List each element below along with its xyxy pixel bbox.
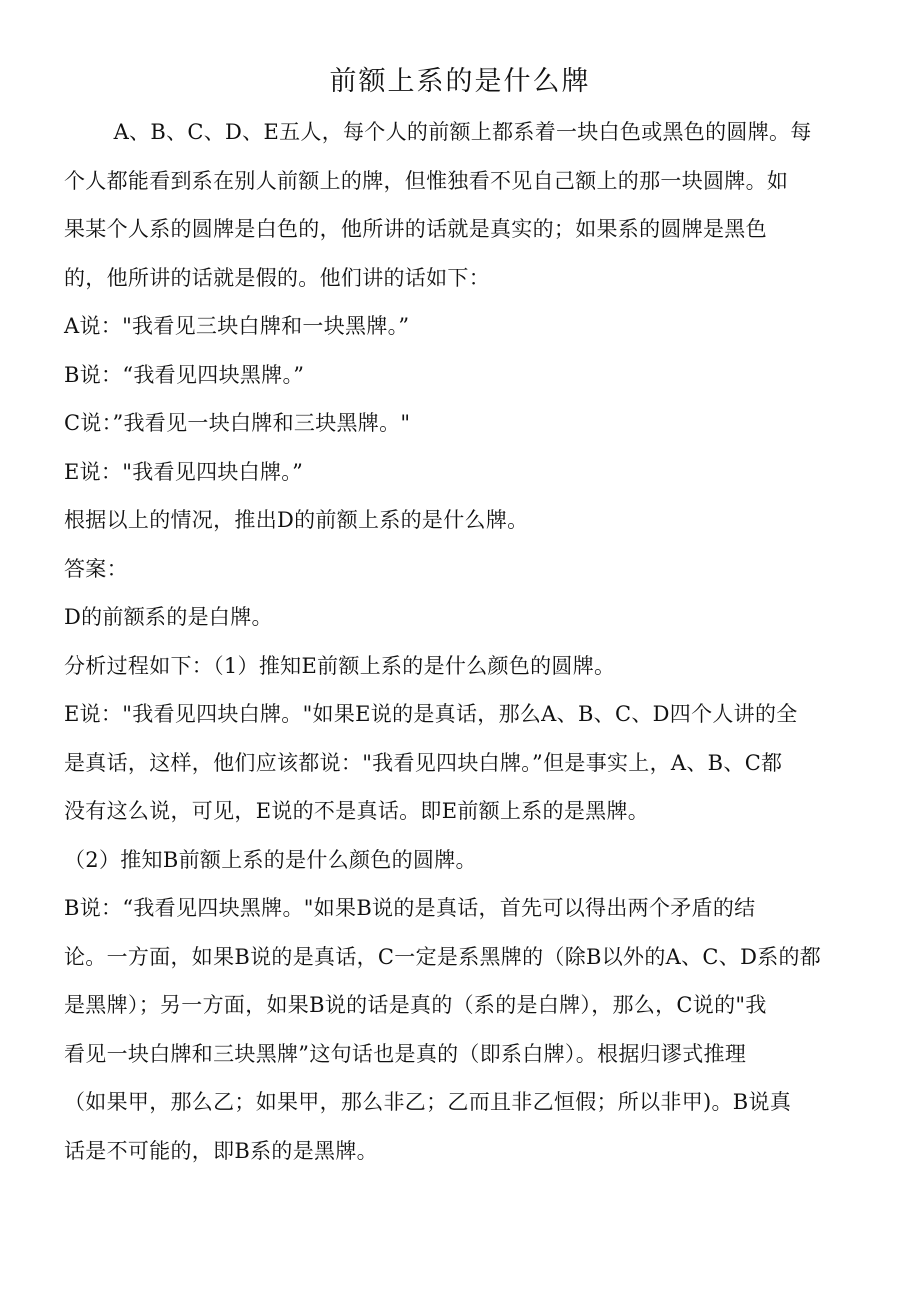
analysis-line-5: 论。一方面，如果B说的是真话，C一定是系黑牌的（除B以外的A、C、D系的都 [64,945,822,969]
statement-c: C说：”我看见一块白牌和三块黑牌。" [64,411,411,435]
statement-b: B说：“我看见四块黑牌。” [64,363,305,387]
analysis-line-9: 话是不可能的，即B系的是黑牌。 [64,1139,378,1163]
analysis-line-3: 没有这么说，可见，E说的不是真话。即E前额上系的是黑牌。 [64,799,650,823]
answer-heading: 答案： [64,557,128,581]
analysis-line-2: 是真话，这样，他们应该都说："我看见四块白牌。”但是事实上，A、B、C都 [64,751,783,775]
statement-e: E说："我看见四块白牌。” [64,460,304,484]
analysis-line-4: B说：“我看见四块黑牌。"如果B说的是真话，首先可以得出两个矛盾的结 [64,896,756,920]
analysis-line-6: 是黑牌）；另一方面，如果B说的话是真的（系的是白牌），那么，C说的"我 [64,993,767,1017]
paragraph-line-3: 果某个人系的圆牌是白色的，他所讲的话就是真实的；如果系的圆牌是黑色 [64,217,767,241]
answer-line: D的前额系的是白牌。 [64,605,273,629]
statement-a: A说："我看见三块白牌和一块黑牌。” [64,314,410,338]
analysis-line-7: 看见一块白牌和三块黑牌”这句话也是真的（即系白牌）。根据归谬式推理 [64,1042,747,1066]
paragraph-line-1: A、B、C、D、E五人，每个人的前额上都系着一块白色或黑色的圆牌。每 [64,120,812,144]
document-title: 前额上系的是什么牌 [329,66,591,97]
question-line: 根据以上的情况，推出D的前额上系的是什么牌。 [64,508,529,532]
paragraph-line-4: 的，他所讲的话就是假的。他们讲的话如下： [64,266,490,290]
analysis-step-2: （2）推知B前额上系的是什么颜色的圆牌。 [64,848,477,872]
analysis-line-1: E说："我看见四块白牌。"如果E说的是真话，那么A、B、C、D四个人讲的全 [64,702,798,726]
paragraph-line-2: 个人都能看到系在别人前额上的牌，但惟独看不见自己额上的那一块圆牌。如 [64,169,789,193]
analysis-line-8: （如果甲，那么乙；如果甲，那么非乙；乙而且非乙恒假；所以非甲)。B说真 [64,1090,792,1114]
analysis-intro: 分析过程如下：（1）推知E前额上系的是什么颜色的圆牌。 [64,654,616,678]
